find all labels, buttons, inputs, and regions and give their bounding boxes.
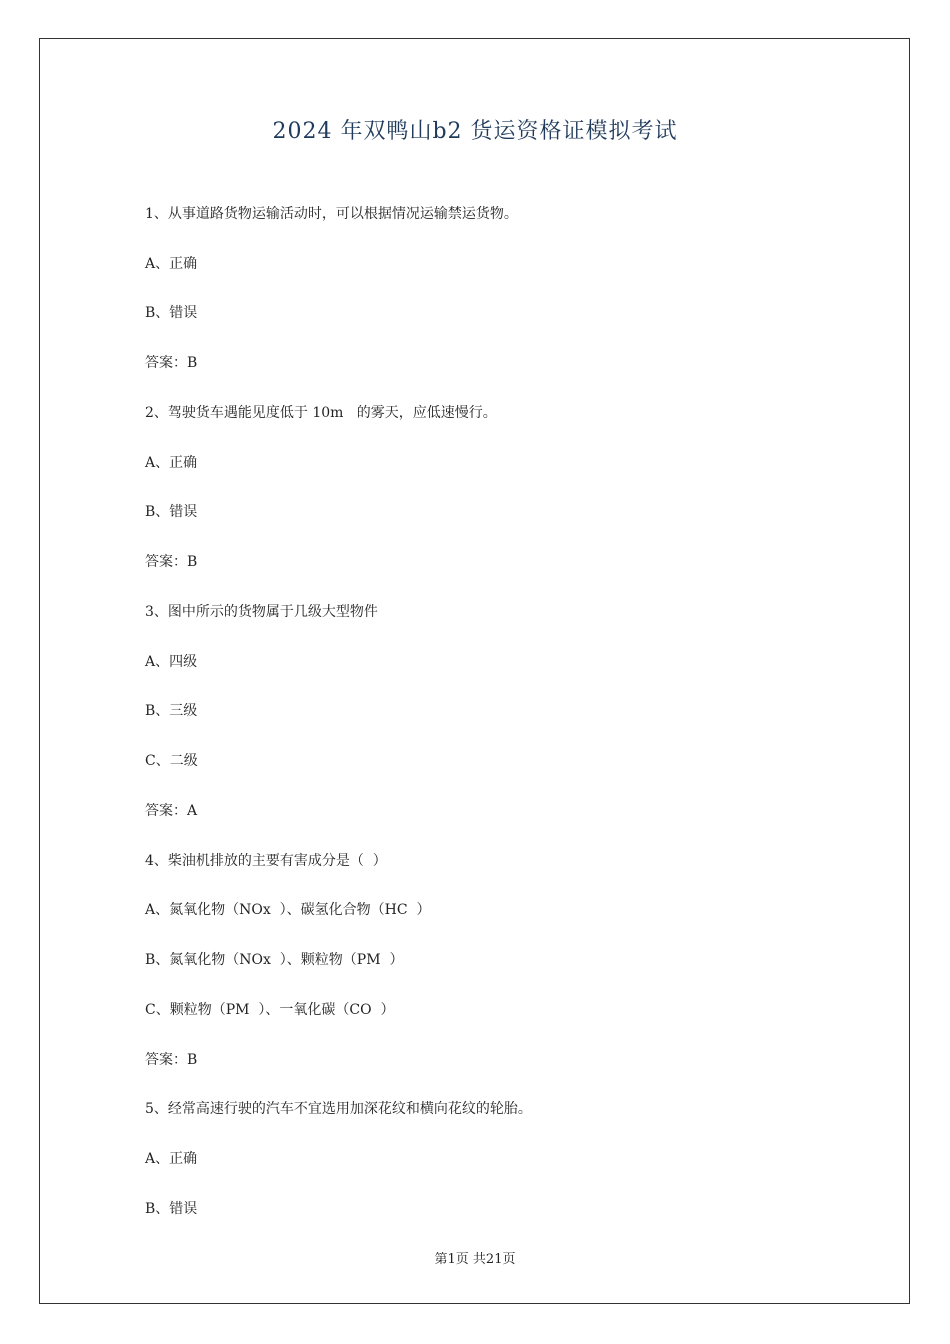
document-title: 2024 年双鸭山b2 货运资格证模拟考试: [272, 119, 678, 144]
question-1-option-a: A、正确: [145, 256, 198, 272]
question-5-stem: 5、经常高速行驶的汽车不宜选用加深花纹和横向花纹的轮胎。: [145, 1101, 532, 1117]
question-5-option-a: A、正确: [145, 1151, 198, 1167]
question-1-answer: 答案：B: [145, 355, 198, 371]
question-4-answer: 答案：B: [145, 1052, 198, 1068]
question-2-option-a: A、正确: [145, 455, 198, 471]
question-3-option-b: B、三级: [145, 703, 198, 719]
question-4-option-c: C、颗粒物（PM ）、一氧化碳（CO ）: [145, 1002, 395, 1018]
question-2-answer: 答案：B: [145, 554, 198, 570]
question-4-option-b: B、氮氧化物（NOx ）、颗粒物（PM ）: [145, 952, 404, 968]
question-3-option-c: C、二级: [145, 753, 198, 769]
question-4-stem: 4、柴油机排放的主要有害成分是（ ）: [145, 853, 387, 869]
question-3-option-a: A、四级: [145, 654, 198, 670]
question-2-option-b: B、错误: [145, 504, 198, 520]
page-number-footer: 第1页 共21页: [434, 1252, 516, 1267]
question-3-stem: 3、图中所示的货物属于几级大型物件: [145, 604, 378, 620]
question-1-stem: 1、从事道路货物运输活动时，可以根据情况运输禁运货物。: [145, 206, 518, 222]
question-3-answer: 答案：A: [145, 803, 198, 819]
question-2-stem: 2、驾驶货车遇能见度低于 10m 的雾天，应低速慢行。: [145, 405, 497, 421]
question-1-option-b: B、错误: [145, 305, 198, 321]
question-5-option-b: B、错误: [145, 1201, 198, 1217]
question-4-option-a: A、氮氧化物（NOx ）、碳氢化合物（HC ）: [145, 902, 431, 918]
